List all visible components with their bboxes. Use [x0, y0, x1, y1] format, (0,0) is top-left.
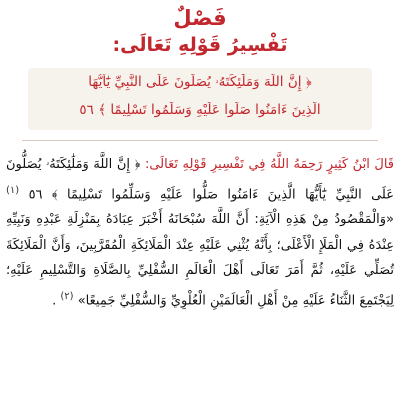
verse-line-1: ﴿ إِنَّ اللَّهَ وَمَلَٰئِكَتَهُۥ يُصَلُّونَ عَلَى النَّبِيِّ يَٰٓأَيُّهَا [88, 74, 312, 90]
intro-attribution: قَالَ ابْنُ كَثِيرٍ رَحِمَهُ اللَّهُ فِي تَفْسِيرِ قَوْلِهِ تَعَالَى: [144, 157, 395, 172]
tafsir-paragraph: «وَالْمَقْصُودُ مِنْ هَذِهِ الْآيَةِ: أَنَّ اللَّهَ سُبْحَانَهُ أَخْبَرَ عِبَادَهُ بِمَنْزِلَةِ عَبْدِهِ وَنَبِيِّهِ عِنْدَهُ فِي الْمَلَإِ الْأَعْلَى؛ بِأَنَّهُ يُثْنِي عَلَيْهِ عِنْدَ الْمَلَائِكَةِ الْمُقَرَّبِينَ، وَأَنَّ الْمَلَائِكَةَ تُصَلِّي عَلَيْهِ، ثُمَّ أَمَرَ تَعَالَى أَهْلَ الْعَالَمِ السُّفْلِيِّ بِالصَّلَاةِ وَالتَّسْلِيمِ عَلَيْهِ؛ لِيَجْتَمِعَ الثَّنَاءُ عَلَيْهِ مِنْ أَهْلِ الْعَالَمَيْنِ الْعُلْوِيِّ وَالسُّفْلِيِّ جَمِيعًا» [6, 212, 394, 309]
divider [22, 140, 378, 141]
section-title: تَفْسِيرُ قَوْلِهِ تَعَالَى: [112, 34, 288, 56]
body-text [6, 152, 394, 314]
footnote-marker-1: (١) [6, 184, 20, 196]
quran-verse-box [28, 68, 372, 130]
verse-line-2: الَّذِينَ ءَامَنُوا صَلُّوا عَلَيْهِ وَسَلِّمُوا تَسْلِيمًا ﴾ ٥٦ [79, 102, 321, 118]
intro-paragraph [6, 152, 394, 314]
end-punctuation: . [52, 293, 57, 309]
footnote-marker-2: (٢) [60, 290, 74, 302]
intro-verse-quote: ﴿ إِنَّ اللَّهَ وَمَلَٰئِكَتَهُۥ يُصَلُّونَ عَلَى النَّبِيِّ يَٰٓأَيُّهَا الَّذِينَ ءَامَنُوا صَلُّوا عَلَيْهِ وَسَلِّمُوا تَسْلِيمًا ﴾ ٥٦ [6, 157, 394, 202]
section-label: فَصْلٌ [173, 6, 227, 30]
